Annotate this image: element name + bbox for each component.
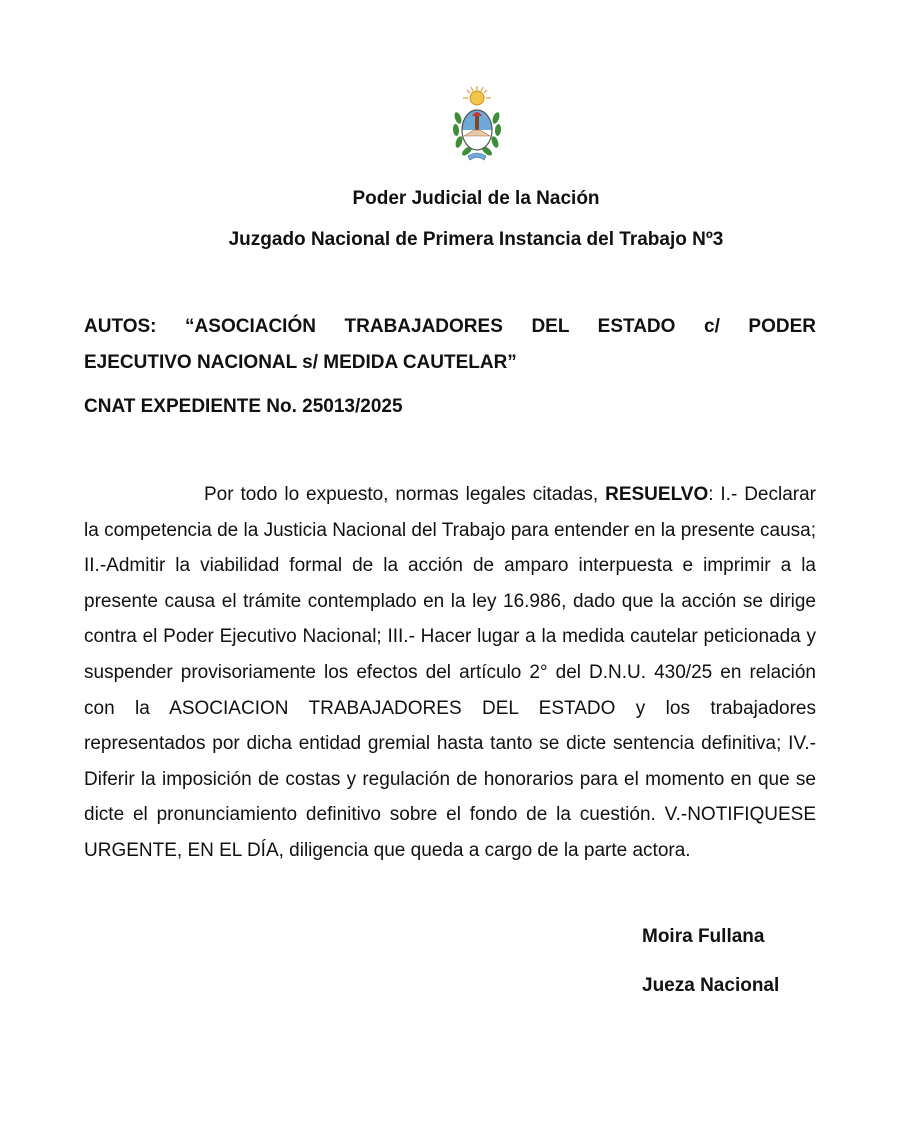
judge-name: Moira Fullana — [642, 926, 765, 947]
coat-of-arms-icon — [448, 84, 506, 162]
resolution-keyword: RESUELVO — [605, 484, 709, 505]
ribbon-icon — [468, 153, 486, 160]
case-caption — [84, 309, 816, 381]
court-subtitle: Juzgado Nacional de Primera Instancia del Trabajo Nº3 — [228, 229, 724, 250]
case-caption-line-2: EJECUTIVO NACIONAL s/ MEDIDA CAUTELAR” — [84, 352, 517, 373]
resolution-body: : I.- Declarar la competencia de la Justicia Nacional del Trabajo para entender en la presente causa; II.-Admitir la viabilidad formal de la acción de amparo interpuesta e imprimir a la presente causa el trámite contemplado en la ley 16.986, dado que la acción se dirige contra el Poder Ejecutivo Nacional; III.- Hacer lugar a la medida cautelar peticionada y suspender provisoriamente los efectos del artículo 2° del D.N.U. 430/25 en relación con la ASOCIACION TRABAJADORES DEL ESTADO y los trabajadores representados por dicha entidad gremial hasta tanto se dicte sentencia definitiva; IV.-Diferir la imposición de costas y regulación de honorarios para el momento en que se dicte el pronunciamiento definitivo sobre el fondo de la cuestión. V.-NOTIFIQUESE URGENTE, EN EL DÍA, diligencia que queda a cargo de la parte actora. — [84, 484, 816, 861]
case-caption-line-1: AUTOS: “ASOCIACIÓN TRABAJADORES DEL ESTADO c/ PODER — [84, 316, 816, 337]
resolution-intro: Por todo lo expuesto, normas legales citadas, — [204, 484, 606, 505]
resolution-paragraph — [84, 477, 816, 869]
shield-icon — [458, 108, 498, 152]
court-title: Poder Judicial de la Nación — [352, 188, 600, 209]
judge-title: Jueza Nacional — [642, 975, 780, 996]
sun-icon — [463, 86, 491, 105]
case-number: CNAT EXPEDIENTE No. 25013/2025 — [84, 396, 403, 417]
